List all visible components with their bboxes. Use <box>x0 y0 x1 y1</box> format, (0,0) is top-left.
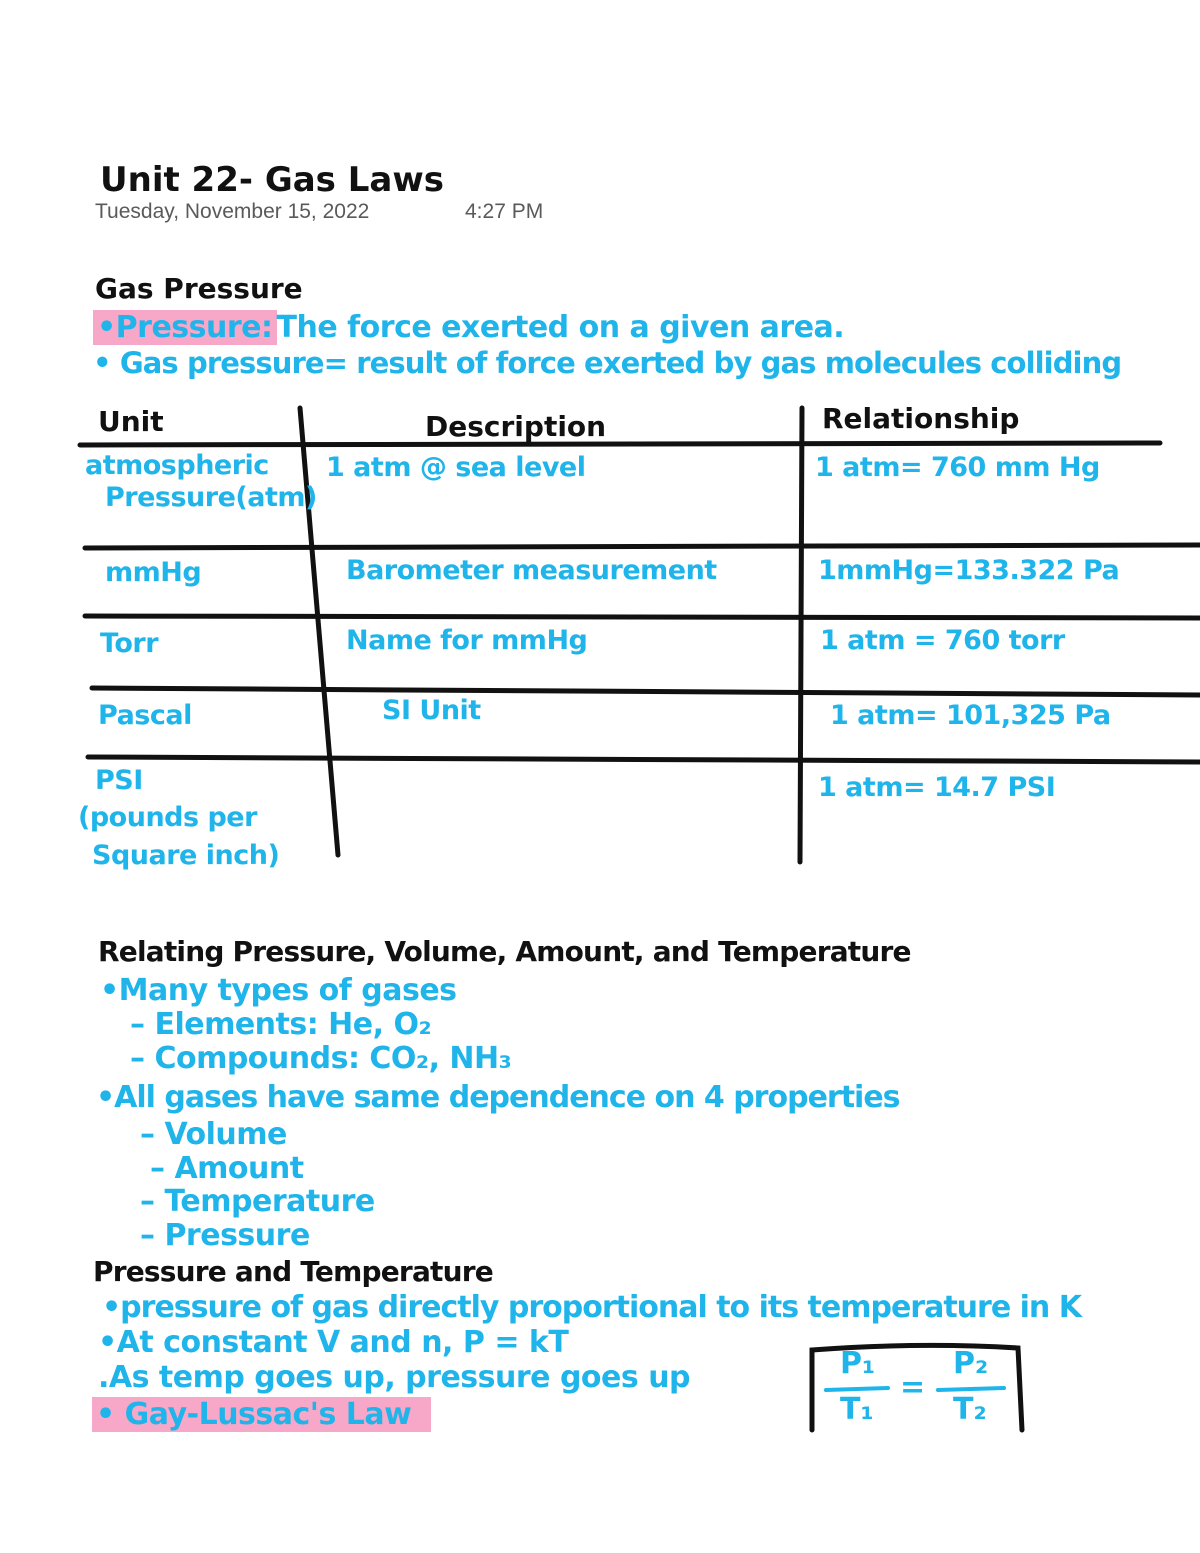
relating-line: •Many types of gases <box>100 973 457 1008</box>
formula-p1: P₁ <box>840 1346 876 1381</box>
table-cell-description: Barometer measurement <box>346 555 717 586</box>
table-header-unit: Unit <box>98 405 164 438</box>
relating-line: – Amount <box>150 1151 304 1186</box>
table-cell-description: SI Unit <box>382 695 481 726</box>
gas-pressure-bullet: • Gas pressure= result of force exerted by gas molecules colliding <box>93 346 1122 380</box>
pressure-term-highlight: •Pressure: <box>93 310 277 345</box>
fraction-bar <box>826 1388 888 1390</box>
table-cell-relationship: 1 atm= 101,325 Pa <box>830 700 1111 731</box>
table-cell-relationship: 1 atm = 760 torr <box>820 625 1065 656</box>
pressure-temperature-heading: Pressure and Temperature <box>93 1255 493 1288</box>
formula-t2: T₂ <box>953 1392 987 1427</box>
table-cell-unit: atmospheric <box>85 450 269 481</box>
table-cell-relationship: 1 atm= 760 mm Hg <box>815 452 1100 483</box>
table-cell-unit: PSI <box>95 765 143 796</box>
table-header-description: Description <box>425 410 607 443</box>
table-cell-unit: Pascal <box>98 700 192 731</box>
table-row-line <box>92 688 1200 695</box>
relating-line: – Compounds: CO₂, NH₃ <box>130 1041 512 1076</box>
table-header-line <box>80 443 1160 445</box>
page-date: Tuesday, November 15, 2022 <box>95 200 370 223</box>
table-row-line <box>88 757 1200 762</box>
relating-heading: Relating Pressure, Volume, Amount, and Temperature <box>98 935 911 968</box>
table-cell-unit: Pressure(atm) <box>105 482 317 513</box>
table-cell-unit: mmHg <box>105 557 202 588</box>
formula-p2: P₂ <box>953 1346 989 1381</box>
table-cell-unit: (pounds per <box>78 802 257 833</box>
pt-line: •At constant V and n, P = kT <box>98 1325 569 1360</box>
table-cell-description: 1 atm @ sea level <box>326 452 586 483</box>
table-cell-relationship: 1 atm= 14.7 PSI <box>818 772 1056 803</box>
table-row-line <box>85 616 1200 618</box>
table-column-divider <box>800 408 802 862</box>
fraction-bar <box>938 1388 1004 1390</box>
page-time: 4:27 PM <box>465 200 544 223</box>
relating-line: – Temperature <box>140 1184 375 1219</box>
formula-t1: T₁ <box>840 1392 874 1427</box>
relating-line: – Volume <box>140 1117 287 1152</box>
page-title: Unit 22- Gas Laws <box>100 160 445 200</box>
relating-line: •All gases have same dependence on 4 properties <box>96 1080 900 1115</box>
gay-lussac-law <box>92 1397 431 1432</box>
gay-lussac-highlight: • Gay-Lussac's Law <box>92 1397 431 1432</box>
table-header-relationship: Relationship <box>822 402 1020 435</box>
table-cell-unit: Square inch) <box>92 840 280 871</box>
pt-line: •pressure of gas directly proportional to its temperature in K <box>102 1290 1081 1325</box>
relating-line: – Elements: He, O₂ <box>130 1007 432 1042</box>
table-cell-relationship: 1mmHg=133.322 Pa <box>818 555 1120 586</box>
pt-line: .As temp goes up, pressure goes up <box>98 1360 691 1395</box>
gas-pressure-heading: Gas Pressure <box>95 272 303 305</box>
table-cell-description: Name for mmHg <box>346 625 588 656</box>
gay-lussac-formula <box>808 1342 1026 1434</box>
pressure-definition-text: The force exerted on a given area. <box>276 310 845 345</box>
table-row-line <box>85 545 1200 548</box>
relating-line: – Pressure <box>140 1218 310 1253</box>
formula-equals: = <box>900 1370 926 1405</box>
table-cell-unit: Torr <box>100 628 159 659</box>
